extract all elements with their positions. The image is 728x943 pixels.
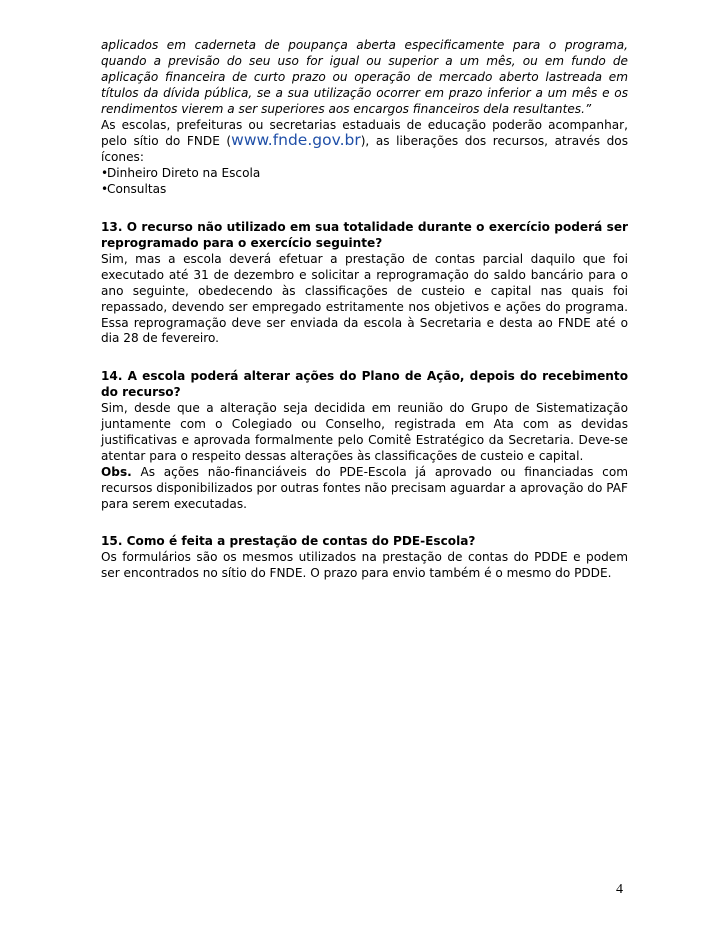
page-number: 4 (616, 882, 623, 897)
intro-italic-paragraph: aplicados em caderneta de poupança aberta especificamente para o programa, quando a previsão do seu uso for igual ou superior a um mês, ou em fundo de aplicação financeira de curto prazo ou operação de mercado aberto lastreada em títulos da dívida pública, se a sua utilização ocorrer em prazo inferior a um mês e os rendimentos vierem a ser superiores aos encargos financeiros dela resultantes.” (101, 38, 628, 116)
section-spacer (101, 512, 628, 534)
intro-text-after-link: ), as liberações dos recursos, através dos ícones: (101, 134, 628, 165)
intro-text-before-link: As escolas, prefeituras ou secretarias estaduais de educação poderão acompanhar, pelo sítio do FNDE ( (101, 117, 628, 149)
question-13: 13. O recurso não utilizado em sua totalidade durante o exercício poderá ser reprogramado para o exercício seguinte? (101, 220, 628, 250)
answer-15: Os formulários são os mesmos utilizados na prestação de contas do PDDE e podem ser encontrados no sítio do FNDE. O prazo para envio também é o mesmo do PDDE. (101, 550, 628, 581)
obs-text: As ações não-financiáveis do PDE-Escola já aprovado ou financiadas com recursos disponibilizados por outras fontes não precisam aguardar a aprovação do PAF para serem executadas. (101, 464, 628, 511)
bullet-label: Consultas (107, 182, 167, 197)
bullet-icon: • (101, 166, 109, 181)
question-15: 15. Como é feita a prestação de contas do PDE-Escola? (101, 534, 476, 549)
bullet-item-dinheiro (101, 166, 628, 182)
obs-label: Obs. (101, 464, 132, 479)
question-14: 14. A escola poderá alterar ações do Plano de Ação, depois do recebimento do recurso? (101, 369, 628, 400)
document-body (101, 38, 628, 582)
section-spacer (101, 198, 628, 220)
bullet-icon: • (101, 182, 109, 197)
intro-paragraph (101, 118, 628, 167)
answer-13: Sim, mas a escola deverá efetuar a prestação de contas parcial daquilo que foi executado até 31 de dezembro e solicitar a reprogramação do saldo bancário para o ano seguinte, obedecendo às classificações de custeio e capital nas quais foi repassado, devendo ser empregado estritamente nos objetivos e ações do programa. Essa reprogramação deve ser enviada da escola à Secretaria e desta ao FNDE até o dia 28 de fevereiro. (101, 251, 628, 346)
bullet-label: Dinheiro Direto na Escola (107, 166, 261, 181)
section-spacer (101, 347, 628, 369)
obs-14 (101, 465, 628, 513)
answer-14: Sim, desde que a alteração seja decidida em reunião do Grupo de Sistematização juntamente com o Colegiado ou Conselho, registrada em Ata com as devidas justificativas e aprovada formalmente pelo Comitê Estratégico da Secretaria. Deve-se atentar para o respeito dessas alterações às classificações de custeio e capital. (101, 401, 628, 463)
bullet-item-consultas (101, 182, 628, 198)
fnde-link[interactable]: www.fnde.gov.br (231, 131, 361, 150)
